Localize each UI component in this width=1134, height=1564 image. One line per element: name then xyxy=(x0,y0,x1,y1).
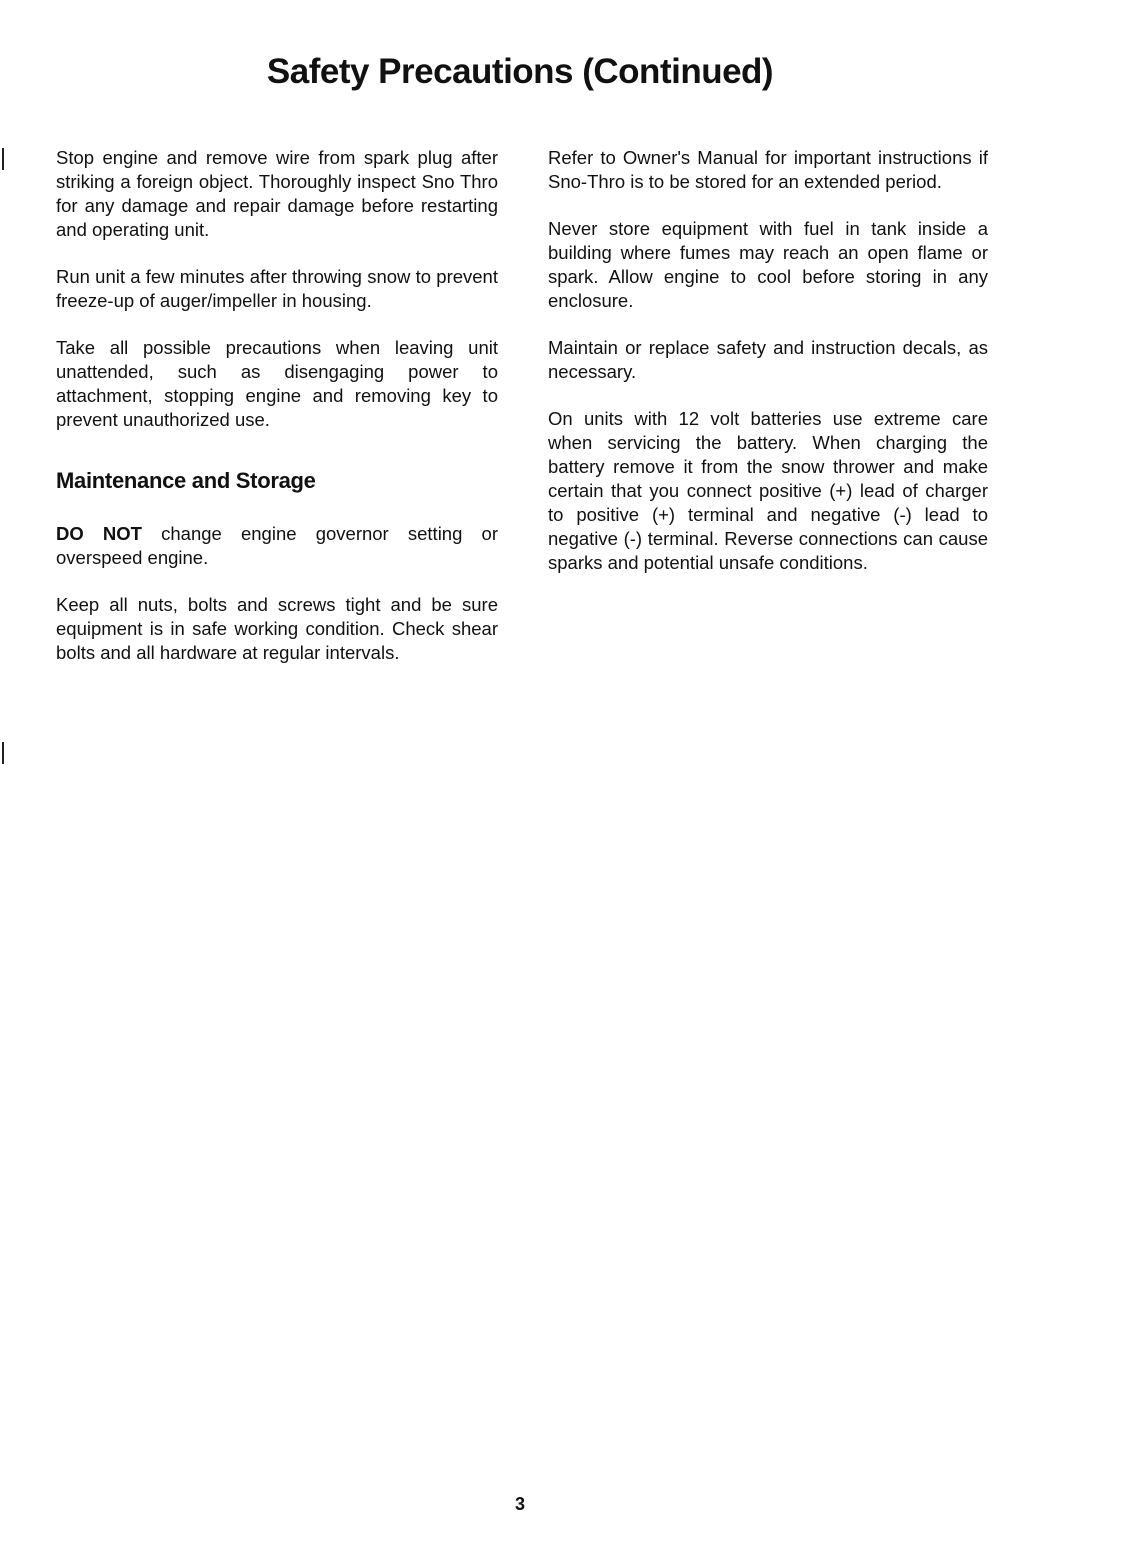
paragraph-freeze-up: Run unit a few minutes after throwing snow to prevent freeze-up of auger/impeller in housing. xyxy=(56,266,498,311)
emphasis-do-not: DO NOT xyxy=(56,523,142,544)
section-heading-maintenance: Maintenance and Storage xyxy=(56,468,316,493)
paragraph-governor xyxy=(56,522,498,570)
paragraph-fuel-storage: Never store equipment with fuel in tank inside a building where fumes may reach an open flame or spark. Allow engine to cool before storing in any enclosure. xyxy=(548,218,988,311)
paragraph-owners-manual: Refer to Owner's Manual for important instructions if Sno-Thro is to be stored for an extended period. xyxy=(548,147,988,192)
paragraph-decals: Maintain or replace safety and instruction decals, as necessary. xyxy=(548,337,988,382)
paragraph-foreign-object: Stop engine and remove wire from spark plug after striking a foreign object. Thoroughly inspect Sno Thro for any damage and repair damage before restarting and operating unit. xyxy=(56,147,498,240)
page-title: Safety Precautions (Continued) xyxy=(266,52,774,91)
left-column xyxy=(56,146,498,688)
paragraph-governor-text: change engine governor setting or overspeed engine. xyxy=(56,523,498,568)
right-column xyxy=(548,146,988,598)
page-number: 3 xyxy=(514,1494,525,1514)
scan-edge-mark-bottom xyxy=(2,742,4,764)
paragraph-hardware: Keep all nuts, bolts and screws tight and be sure equipment is in safe working condition. Check shear bolts and all hardware at regular intervals. xyxy=(56,594,498,663)
paragraph-battery: On units with 12 volt batteries use extreme care when servicing the battery. When charging the battery remove it from the snow thrower and make certain that you connect positive (+) lead of charger to positive (+) terminal and negative (-) lead to negative (-) terminal. Reverse connections can cause sparks and potential unsafe conditions. xyxy=(548,408,988,573)
scan-edge-mark-top xyxy=(2,148,4,170)
paragraph-unattended: Take all possible precautions when leaving unit unattended, such as disengaging power to attachment, stopping engine and removing key to prevent unauthorized use. xyxy=(56,337,498,430)
